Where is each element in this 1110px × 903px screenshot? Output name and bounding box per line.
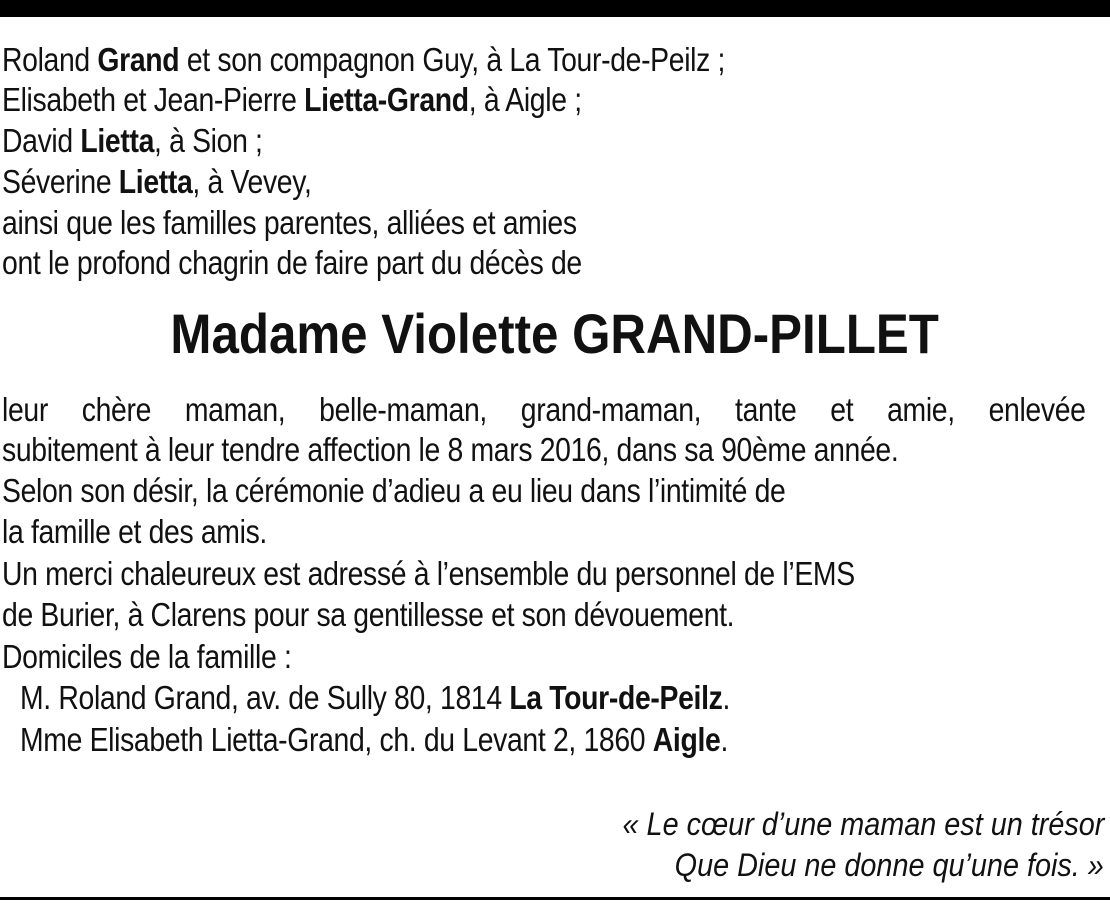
family-text: Roland [2,41,98,78]
body-line-1: leur chère maman, belle-maman, grand-maman, tante et amie, enlevée [2,391,1086,428]
address-end: . [722,679,731,716]
family-line-3 [2,121,263,161]
family-text: David [2,122,81,159]
address-city: La Tour-de-Peilz [509,679,723,716]
quote-line-1: « Le cœur d’une maman est un trésor [622,806,1104,842]
family-text: et son compagnon Guy, à La Tour-de-Peilz ; [179,41,726,78]
address-line-2 [20,720,728,760]
family-surname: Grand [97,41,180,78]
body-line-6: de Burier, à Clarens pour sa gentillesse et son dévouement. [2,596,735,633]
bottom-rule [0,897,1110,900]
family-line-1 [2,40,725,80]
family-text: , à Vevey, [192,163,312,200]
body-line-5: Un merci chaleureux est adressé à l’ensemble du personnel de l’EMS [2,555,855,592]
family-line-4 [2,162,312,202]
family-surname: Lietta-Grand [304,81,469,118]
family-line-2 [2,80,582,120]
address-text: M. Roland Grand, av. de Sully 80, 1814 [20,679,510,716]
top-rule [0,0,1110,17]
deceased-name [0,298,1110,370]
intro-line-1: ainsi que les familles parentes, alliées et amies [2,204,577,241]
family-text: , à Sion ; [154,122,263,159]
family-text: Séverine [2,163,119,200]
family-surname: Lietta [80,122,155,159]
address-line-1 [20,678,730,718]
address-end: . [720,721,728,758]
body-line-7: Domiciles de la famille : [2,638,292,675]
quote-line-2: Que Dieu ne donne qu’une fois. » [674,847,1104,883]
address-city: Aigle [652,721,721,758]
intro-line-2: ont le profond chagrin de faire part du décès de [2,244,582,281]
body-line-2: subitement à leur tendre affection le 8 mars 2016, dans sa 90ème année. [2,431,899,468]
family-text: , à Aigle ; [468,81,582,118]
body-line-4: la famille et des amis. [2,513,267,550]
family-surname: Lietta [118,163,193,200]
family-text: Elisabeth et Jean-Pierre [2,81,305,118]
address-text: Mme Elisabeth Lietta-Grand, ch. du Levant 2, 1860 [20,721,653,758]
body-line-3: Selon son désir, la cérémonie d’adieu a eu lieu dans l’intimité de [2,472,786,509]
deceased-name-text: Madame Violette GRAND-PILLET [170,302,940,365]
